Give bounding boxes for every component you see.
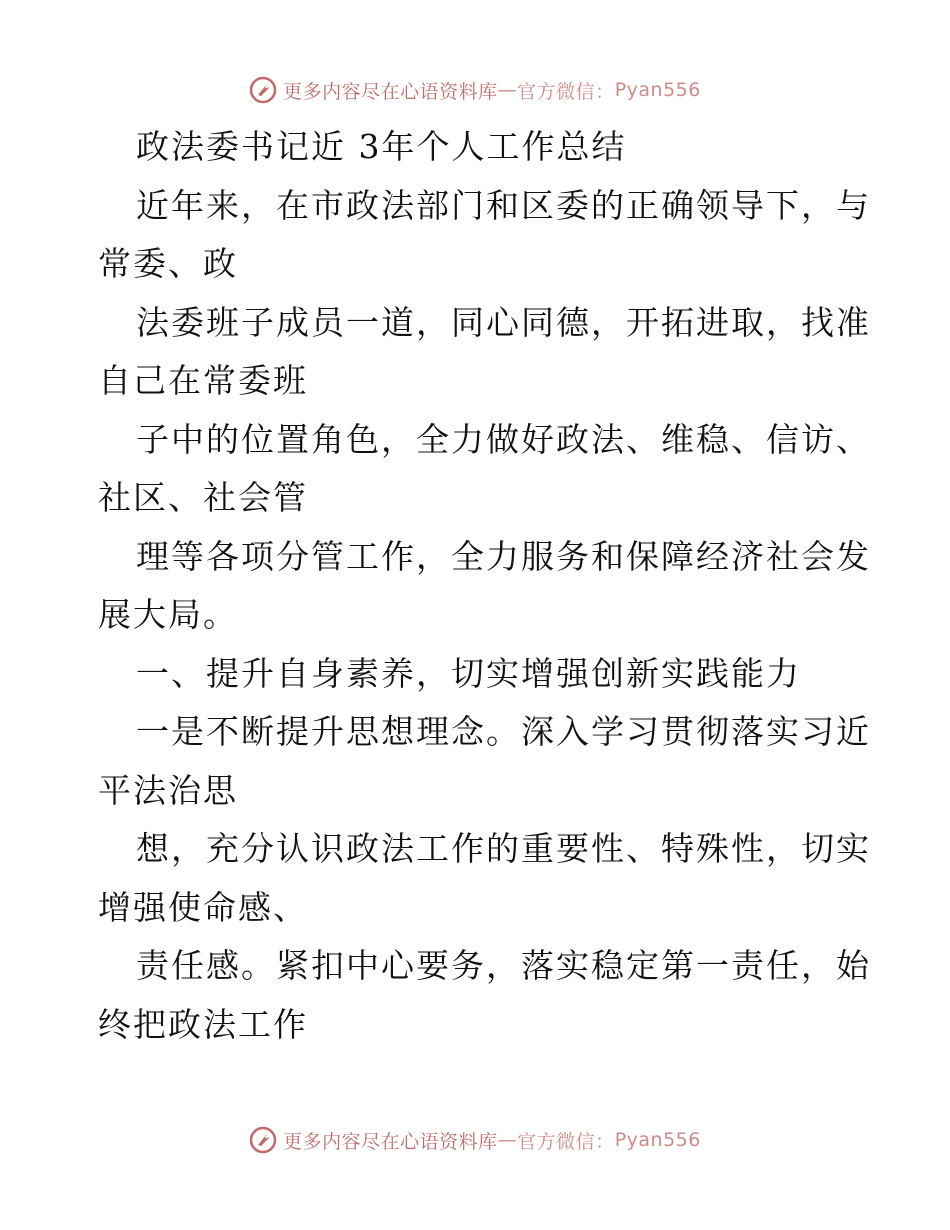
paragraph-line: 增强使命感、	[98, 887, 308, 927]
section-heading: 一、提升自身素养，切实增强创新实践能力	[136, 653, 801, 693]
paragraph-line: 社区、社会管	[98, 478, 308, 517]
pen-nib-logo-icon	[249, 76, 277, 104]
paragraph-line: 平法治思	[98, 770, 238, 810]
watermark-id-text: Pyan556	[614, 79, 701, 101]
paragraph-line: 理等各项分管工作，全力服务和保障经济社会发	[136, 536, 871, 576]
document-body	[98, 118, 871, 1054]
watermark-sub-text: 官方微信：	[517, 80, 615, 103]
watermark-sub-text: 官方微信：	[517, 1130, 615, 1153]
paragraph-line: 一是不断提升思想理念。深入学习贯彻落实习近	[136, 712, 871, 751]
paragraph-line: 自己在常委班	[98, 361, 308, 400]
footer-watermark	[0, 1120, 950, 1160]
paragraph-line: 想，充分认识政法工作的重要性、特殊性，切实	[136, 829, 871, 868]
pen-nib-logo-icon	[249, 1126, 277, 1154]
paragraph-line: 子中的位置角色，全力做好政法、维稳、信访、	[136, 419, 871, 459]
paragraph-line: 常委、政	[98, 244, 238, 283]
paragraph-line: 终把政法工作	[98, 1004, 308, 1044]
watermark-id-text: Pyan556	[614, 1129, 701, 1151]
paragraph-line: 近年来，在市政法部门和区委的正确领导下，与	[136, 185, 871, 225]
watermark-main-text: 更多内容尽在心语资料库	[283, 1130, 498, 1153]
paragraph-line: 法委班子成员一道，同心同德，开拓进取，找准	[136, 302, 871, 342]
watermark-main-text: 更多内容尽在心语资料库	[283, 80, 498, 103]
watermark-dash: —	[497, 79, 518, 101]
paragraph-line: 展大局。	[98, 595, 238, 634]
document-title: 政法委书记近 3年个人工作总结	[136, 127, 627, 166]
header-watermark	[0, 70, 950, 110]
watermark-dash: —	[497, 1129, 518, 1151]
paragraph-line: 责任感。紧扣中心要务，落实稳定第一责任，始	[136, 946, 871, 985]
